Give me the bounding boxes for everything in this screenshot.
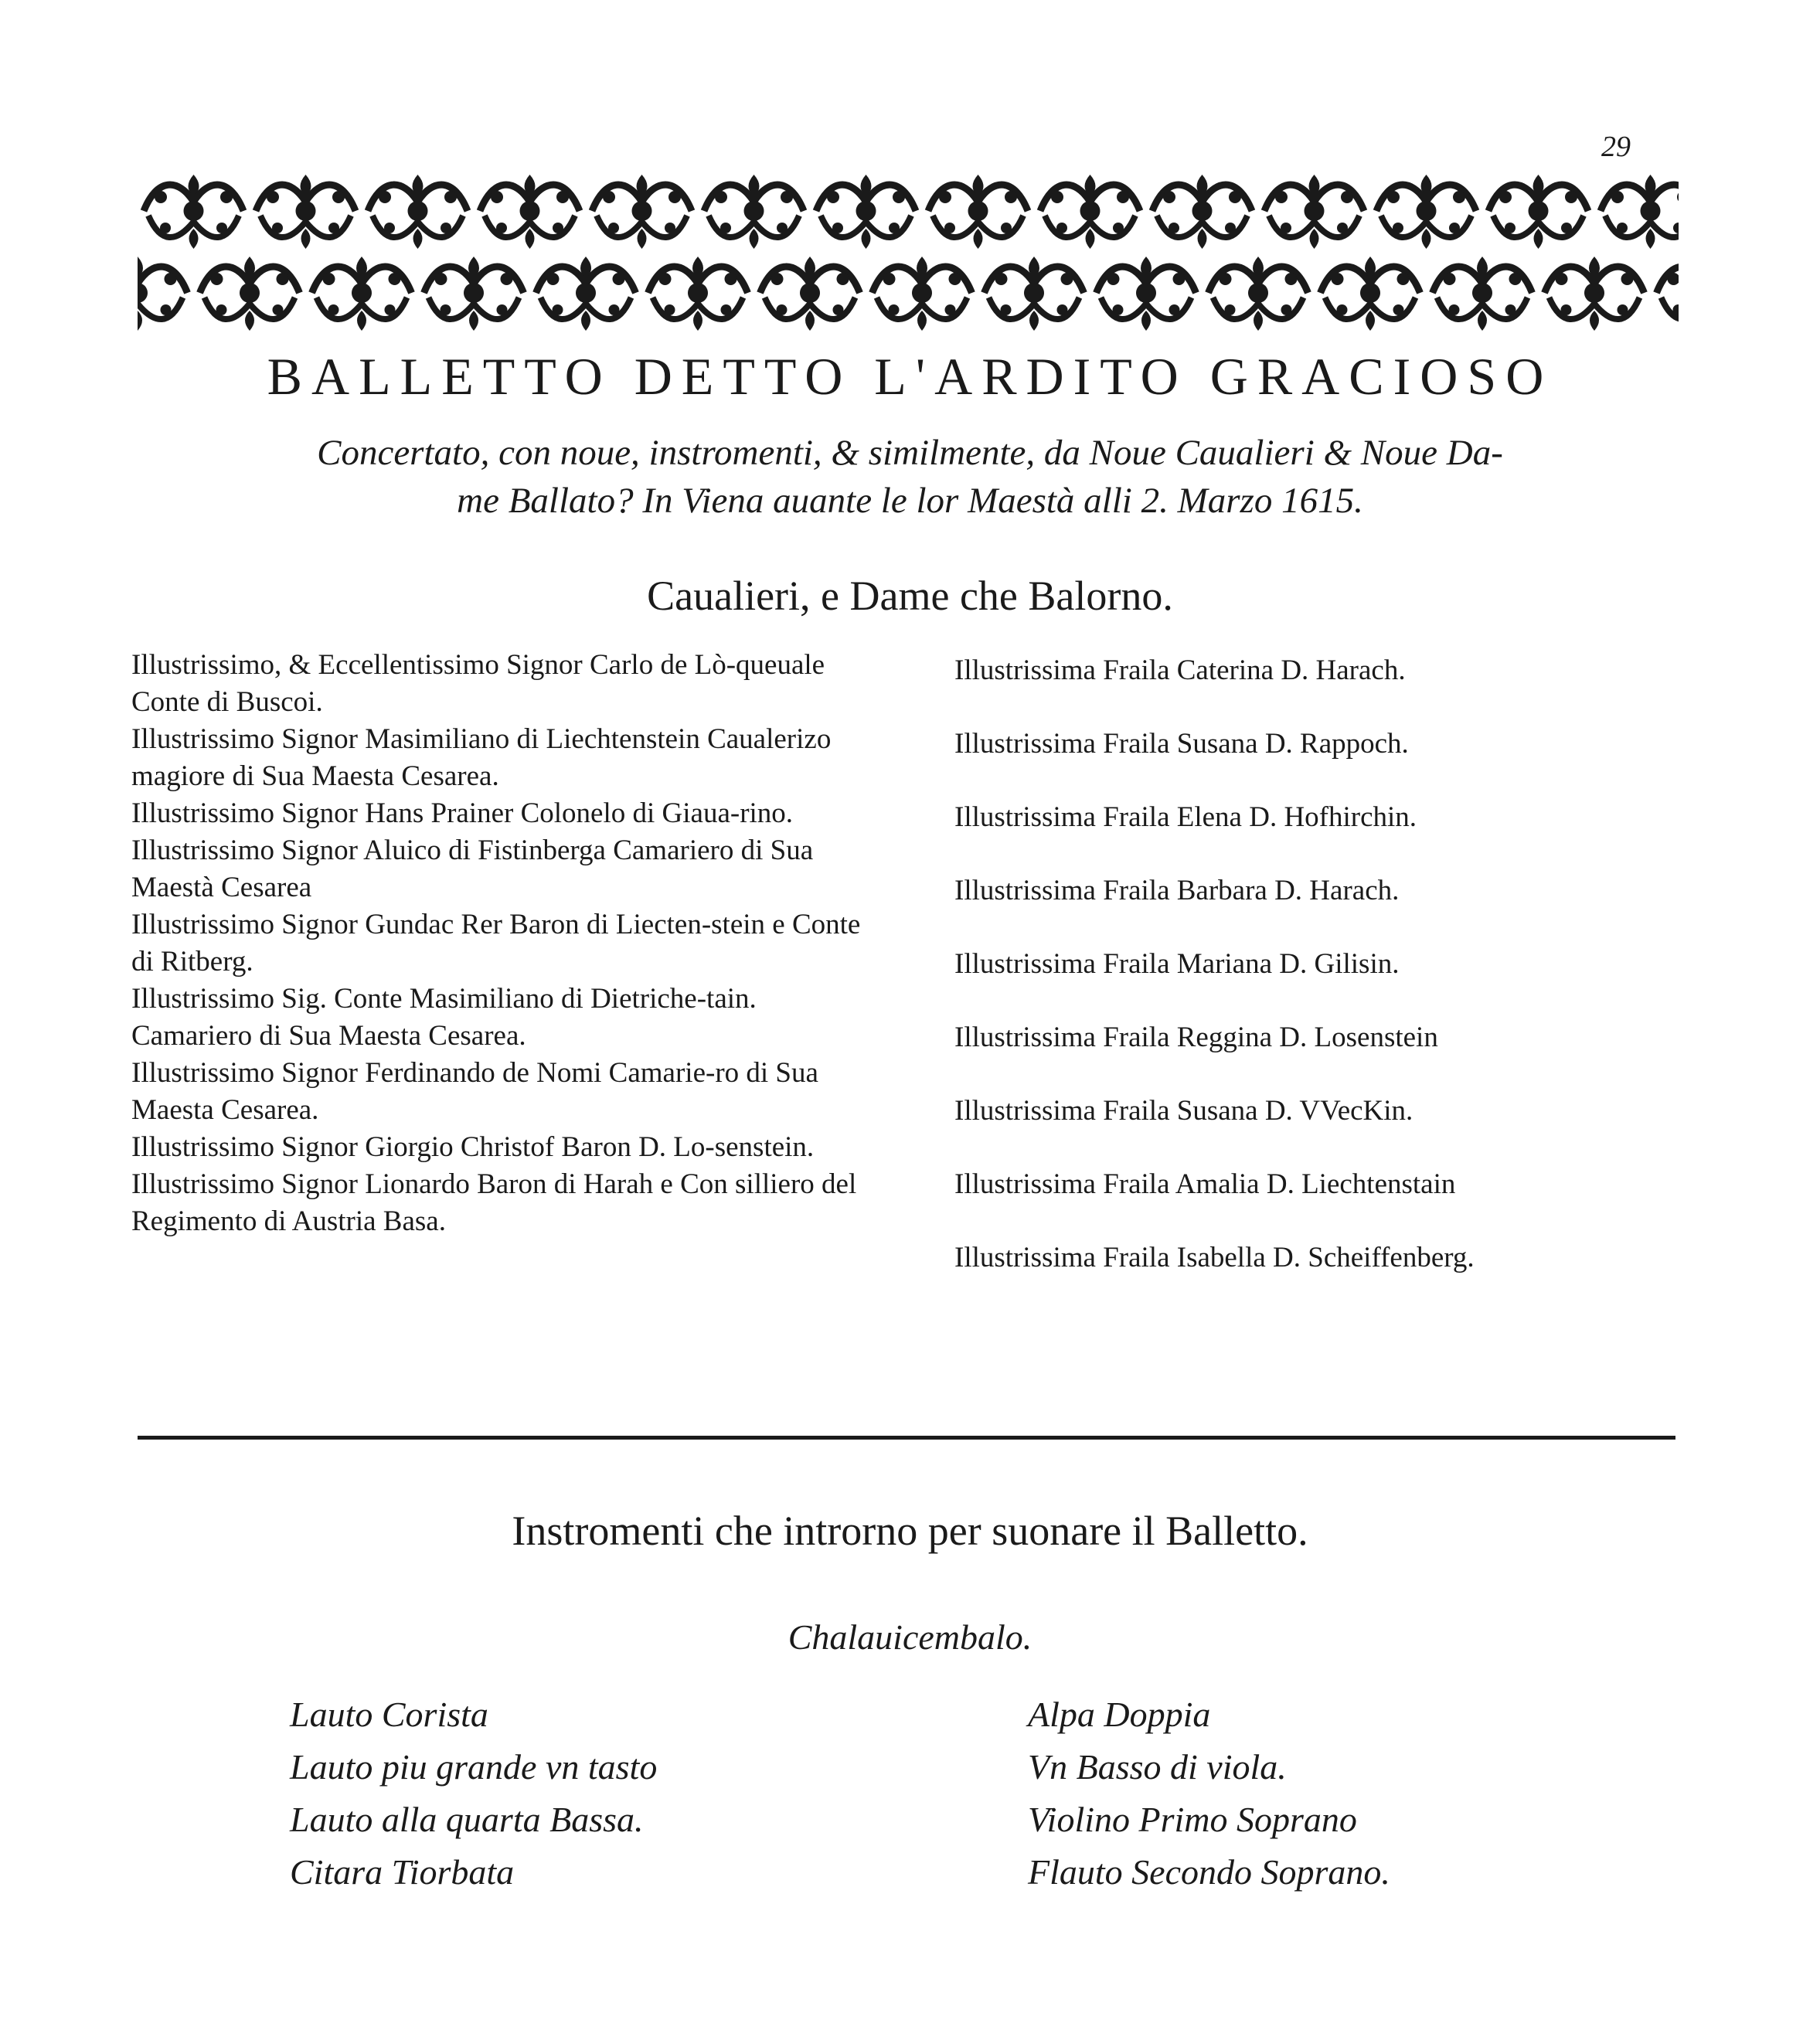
ornament-motif (368, 175, 468, 249)
list-item: Alpa Doppia (1028, 1695, 1211, 1734)
list-item: Illustrissima Fraila Susana D. Rappoch. (954, 728, 1409, 760)
divider-rule (138, 1436, 1675, 1440)
ornament-motif (760, 257, 860, 331)
ornament-motif (536, 257, 636, 331)
list-item: Illustrissimo, & Eccellentissimo Signor Carlo de Lò-queuale Conte di Buscoi. (131, 649, 825, 718)
list-item: Illustrissimo Signor Hans Prainer Colonelo di Giaua-rino. (131, 797, 794, 829)
ornamental-header-band (138, 170, 1679, 334)
ornament-motif (1040, 175, 1140, 249)
list-item: Illustrissima Fraila Barbara D. Harach. (954, 875, 1400, 906)
ornament-motif (1488, 175, 1588, 249)
instruments-left-list (290, 1688, 657, 1899)
ornament-motif (985, 257, 1084, 331)
list-item: Illustrissima Fraila Reggina D. Losenstein (954, 1022, 1438, 1053)
list-item: Illustrissimo Signor Lionardo Baron di Harah e Con silliero del Regimento di Austria Basa. (131, 1168, 857, 1237)
ornament-motif (816, 175, 916, 249)
ornament-motif (256, 175, 355, 249)
ornament-motif (704, 175, 804, 249)
list-item: Lauto piu grande vn tasto (290, 1747, 658, 1787)
ornament-motif (1152, 175, 1252, 249)
list-item: Illustrissimo Signor Gundac Rer Baron di Liecten-stein e Conte di Ritberg. (131, 909, 861, 978)
list-item: Illustrissimo Signor Giorgio Christof Baron D. Lo-senstein. (131, 1131, 815, 1163)
subtitle (155, 429, 1665, 525)
list-item: Violino Primo Soprano (1028, 1800, 1357, 1839)
list-item: Illustrissimo Sig. Conte Masimiliano di Dietriche-tain. Camariero di Sua Maesta Cesarea. (131, 983, 757, 1052)
list-item: Illustrissima Fraila Susana D. VVecKin. (954, 1095, 1413, 1127)
list-item: Illustrissima Fraila Isabella D. Scheiffenberg. (954, 1242, 1475, 1273)
list-item: Illustrissimo Signor Masimiliano di Liechtenstein Caualerizo magiore di Sua Maesta Cesarea. (131, 723, 832, 792)
ornament-pattern (138, 170, 1679, 334)
list-item: Illustrissima Fraila Elena D. Hofhirchin. (954, 801, 1417, 833)
ornament-motif (1545, 257, 1645, 331)
list-item: Vn Basso di viola. (1028, 1747, 1287, 1787)
ornament-motif (1097, 257, 1196, 331)
list-item: Illustrissimo Signor Aluico di Fistinberga Camariero di Sua Maestà Cesarea (131, 835, 814, 903)
caualieri-list (131, 647, 873, 1240)
ornament-motif (928, 175, 1028, 249)
ornament-motif (424, 257, 524, 331)
dancers-heading: Caualieri, e Dame che Balorno. (647, 573, 1173, 619)
ornament-motif (1209, 257, 1308, 331)
instruments-heading: Instromenti che introrno per suonare il Balletto. (512, 1508, 1308, 1554)
main-title: BALLETTO DETTO L'ARDITO GRACIOSO (267, 347, 1553, 406)
ornament-motif (592, 175, 692, 249)
instrument-center: Chalauicembalo. (788, 1617, 1032, 1657)
ornament-motif (648, 257, 748, 331)
page-number: 29 (1601, 131, 1631, 163)
instruments-right-list (1028, 1688, 1390, 1899)
list-item: Illustrissima Fraila Mariana D. Gilisin. (954, 948, 1400, 980)
ornament-motif (144, 175, 243, 249)
ornament-motif (1433, 257, 1533, 331)
ornament-motif (200, 257, 300, 331)
list-item: Illustrissimo Signor Ferdinando de Nomi Camarie-ro di Sua Maesta Cesarea. (131, 1057, 818, 1126)
ornament-motif (1321, 257, 1420, 331)
ornament-motif (1601, 175, 1679, 249)
list-item: Lauto alla quarta Bassa. (290, 1800, 644, 1839)
ornament-motif (312, 257, 412, 331)
ornament-motif (873, 257, 972, 331)
list-item: Lauto Corista (290, 1695, 488, 1734)
ornament-motif (1376, 175, 1476, 249)
subtitle-line-2: me Ballato? In Viena auante le lor Maestà alli 2. Marzo 1615. (457, 481, 1363, 521)
ornament-motif (1264, 175, 1364, 249)
list-item: Illustrissima Fraila Caterina D. Harach. (954, 654, 1406, 686)
list-item: Illustrissima Fraila Amalia D. Liechtenstain (954, 1168, 1456, 1200)
subtitle-line-1: Concertato, con noue, instromenti, & similmente, da Noue Caualieri & Noue Da- (317, 433, 1503, 473)
ornament-motif (1657, 257, 1679, 331)
ornament-motif (138, 257, 188, 331)
ornament-motif (480, 175, 580, 249)
list-item: Citara Tiorbata (290, 1852, 515, 1892)
dame-list (954, 652, 1696, 1313)
list-item: Flauto Secondo Soprano. (1028, 1852, 1390, 1892)
